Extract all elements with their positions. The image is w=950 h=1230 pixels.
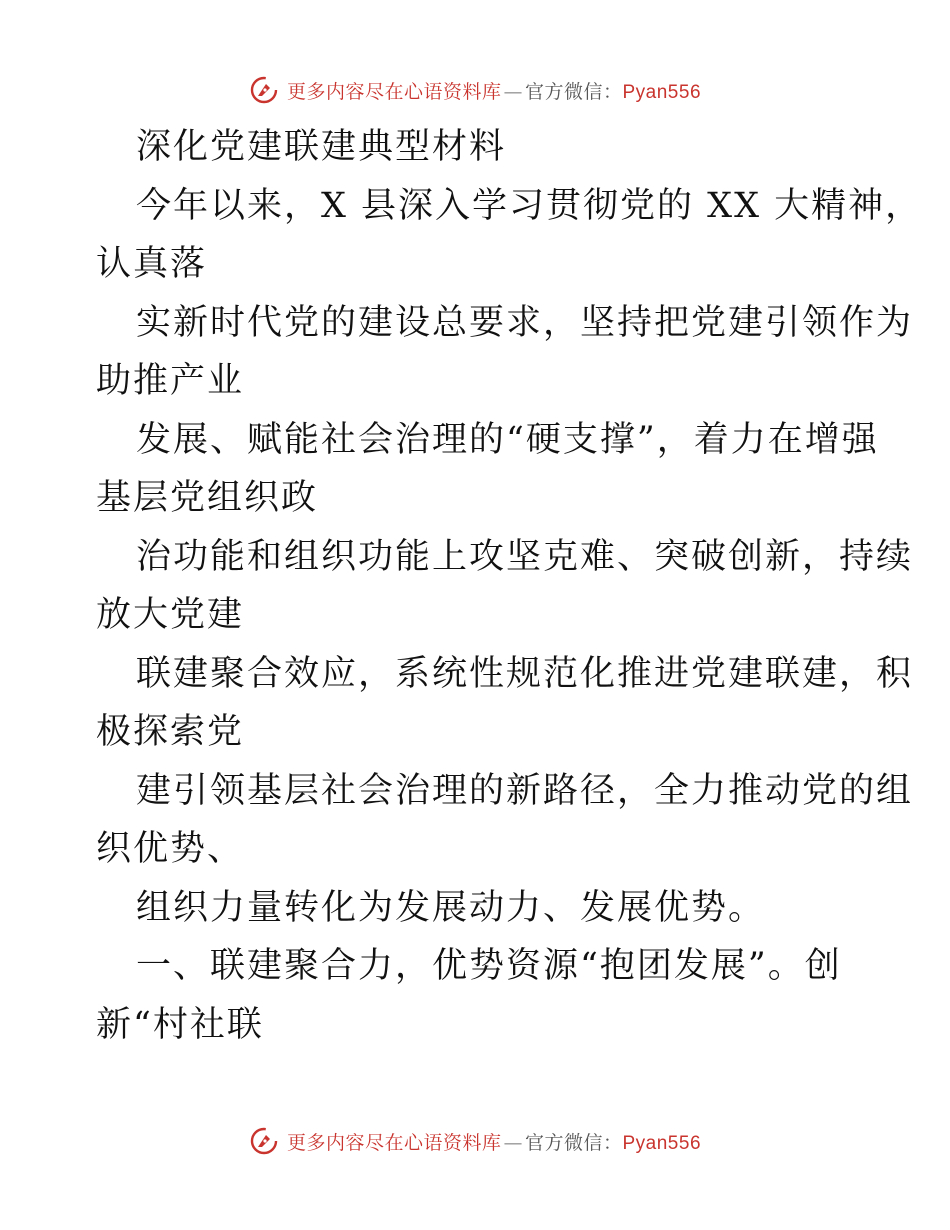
- paragraph-line: 织优势、: [96, 829, 245, 869]
- watermark-main-text: 更多内容尽在心语资料库: [286, 1131, 502, 1154]
- watermark-wechat-label: 官方微信：: [524, 1131, 623, 1154]
- paragraph-line: 实新时代党的建设总要求，坚持把党建引领作为: [136, 302, 914, 343]
- watermark-dash: —: [503, 80, 523, 103]
- watermark-account: Pyan556: [622, 81, 702, 103]
- section-heading-line: 一、联建聚合力，优势资源“抱团发展”。创: [136, 946, 842, 986]
- pen-nib-logo-icon: [249, 75, 279, 105]
- watermark-wechat-label: 官方微信：: [524, 80, 623, 103]
- document-body: [96, 118, 923, 1054]
- paragraph-line: 助推产业: [96, 361, 245, 401]
- paragraph-line: 基层党组织政: [96, 478, 319, 518]
- watermark-account: Pyan556: [622, 1132, 702, 1154]
- watermark-dash: —: [503, 1131, 523, 1154]
- pen-nib-logo-icon: [249, 1126, 279, 1156]
- paragraph-line: 今年以来，X 县深入学习贯彻党的 XX 大精神，: [136, 185, 923, 226]
- paragraph-line: 建引领基层社会治理的新路径，全力推动党的组: [136, 770, 914, 811]
- paragraph-line: 认真落: [96, 244, 208, 284]
- paragraph-line: 联建聚合效应，系统性规范化推进党建联建，积: [136, 653, 914, 694]
- header-watermark: [0, 70, 950, 110]
- paragraph-line: 新“村社联: [96, 1004, 264, 1045]
- paragraph-line: 治功能和组织功能上攻坚克难、突破创新，持续: [136, 536, 914, 577]
- paragraph-line: 组织力量转化为发展动力、发展优势。: [136, 887, 766, 928]
- document-title: 深化党建联建典型材料: [136, 127, 507, 167]
- footer-watermark: [0, 1121, 950, 1161]
- watermark-main-text: 更多内容尽在心语资料库: [286, 80, 502, 103]
- paragraph-line: 放大党建: [96, 595, 245, 635]
- paragraph-line: 极探索党: [96, 712, 245, 752]
- watermark-text: [287, 1128, 701, 1155]
- paragraph-line: 发展、赋能社会治理的“硬支撑”，着力在增强: [136, 419, 879, 460]
- watermark-text: [287, 77, 701, 104]
